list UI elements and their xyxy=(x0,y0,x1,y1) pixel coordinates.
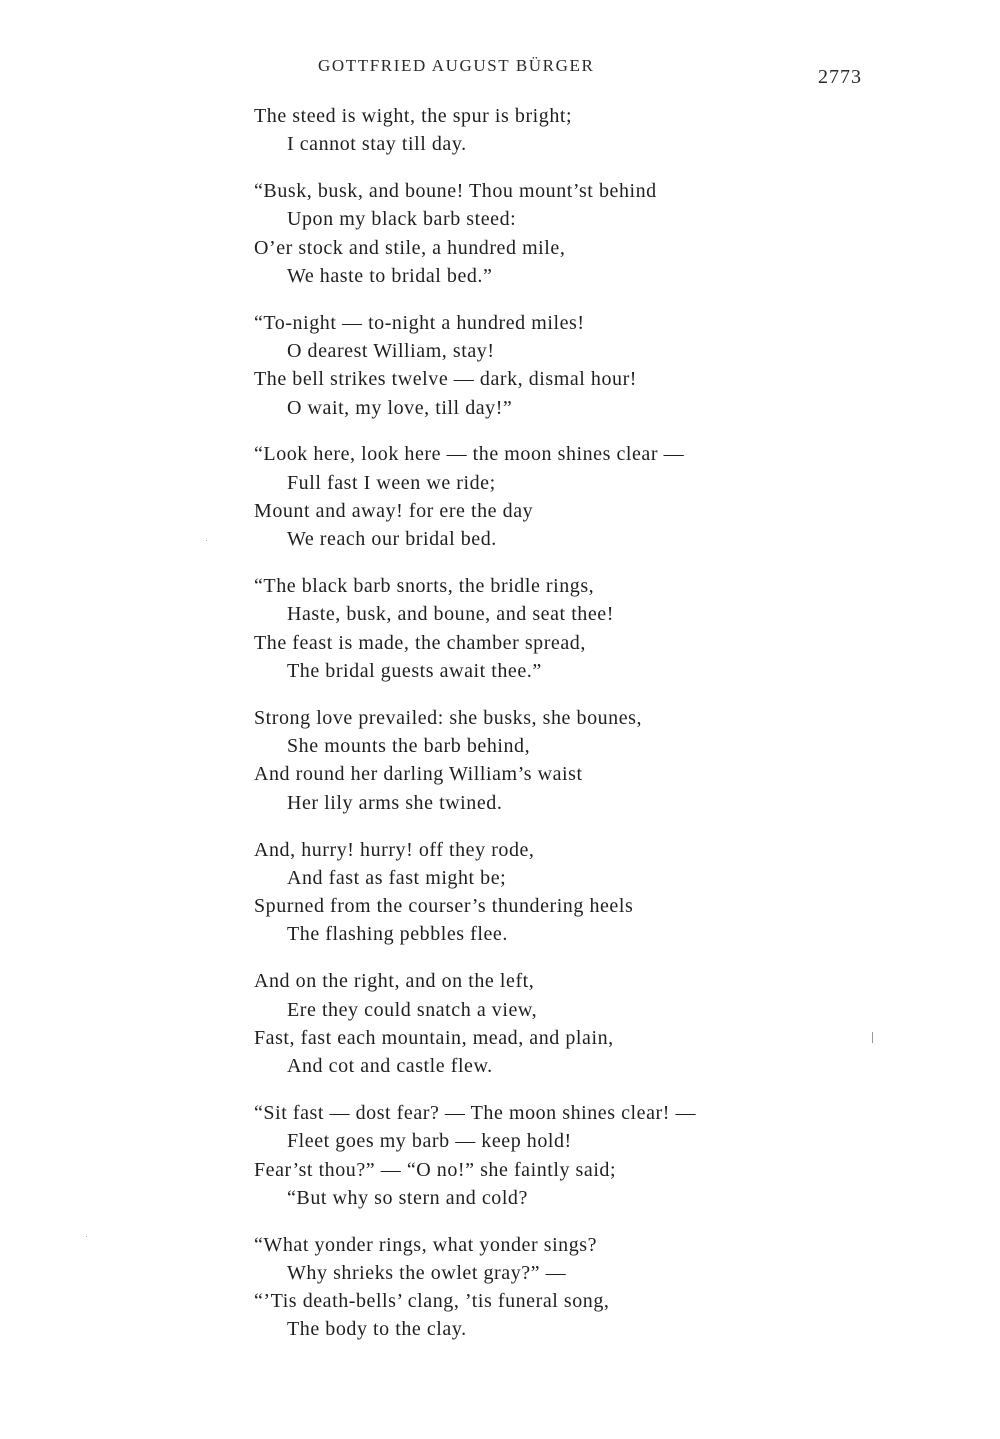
poem-line: And on the right, and on the left, xyxy=(254,970,535,993)
poem-line: The feast is made, the chamber spread, xyxy=(254,631,586,654)
poem-line: Fleet goes my barb — keep hold! xyxy=(287,1130,572,1153)
poem-line: “Sit fast — dost fear? — The moon shines clear! — xyxy=(254,1101,697,1124)
poem-line: O wait, my love, till day!” xyxy=(287,396,513,419)
stanza xyxy=(254,102,696,159)
poem-line: We haste to bridal bed.” xyxy=(287,264,493,287)
poem-line: The body to the clay. xyxy=(287,1318,467,1341)
stanza xyxy=(254,440,696,553)
poem-line: Mount and away! for ere the day xyxy=(254,500,534,523)
poem-line: O dearest William, stay! xyxy=(287,340,495,363)
stanza xyxy=(254,177,696,290)
scan-speck xyxy=(206,540,207,541)
poem-line: The bridal guests await thee.” xyxy=(287,660,542,683)
poem-line: The steed is wight, the spur is bright; xyxy=(254,105,573,127)
poem-line: Her lily arms she twined. xyxy=(287,791,503,814)
poem-line: Strong love prevailed: she busks, she bounes, xyxy=(254,706,643,729)
poem-line: “The black barb snorts, the bridle rings, xyxy=(254,575,595,598)
stanza xyxy=(254,572,696,685)
poem-line: “But why so stern and cold? xyxy=(287,1186,528,1209)
stanza xyxy=(254,1231,696,1344)
poem-line: Full fast I ween we ride; xyxy=(287,471,496,494)
poem-line: I cannot stay till day. xyxy=(287,133,467,156)
poem-line: Upon my black barb steed: xyxy=(287,208,517,231)
poem-line: Ere they could snatch a view, xyxy=(287,998,538,1021)
poem-line: We reach our bridal bed. xyxy=(287,528,497,551)
poem-line: O’er stock and stile, a hundred mile, xyxy=(254,236,566,259)
poem-line: “’Tis death-bells’ clang, ’tis funeral song, xyxy=(254,1290,610,1313)
stanza xyxy=(254,704,696,817)
poem-line: Haste, busk, and boune, and seat thee! xyxy=(287,603,614,626)
poem-line: And cot and castle flew. xyxy=(287,1055,493,1078)
poem-line: Fear’st thou?” — “O no!” she faintly said; xyxy=(254,1158,617,1181)
stanza xyxy=(254,967,696,1080)
stanza xyxy=(254,1099,696,1212)
running-head: GOTTFRIED AUGUST BÜRGER xyxy=(318,56,595,75)
poem-line: Spurned from the courser’s thundering heels xyxy=(254,895,634,918)
poem xyxy=(254,102,696,1362)
poem-line: And fast as fast might be; xyxy=(287,866,507,889)
poem-line: Why shrieks the owlet gray?” — xyxy=(287,1261,567,1284)
poem-line: She mounts the barb behind, xyxy=(287,735,531,758)
poem-line: “Look here, look here — the moon shines clear — xyxy=(254,443,685,466)
page-number: 2773 xyxy=(818,66,862,88)
poem-line: “To-night — to-night a hundred miles! xyxy=(254,311,585,334)
stanza xyxy=(254,836,696,949)
scan-speck xyxy=(86,1236,87,1237)
poem-line: “What yonder rings, what yonder sings? xyxy=(254,1233,598,1256)
poem-line: The bell strikes twelve — dark, dismal hour! xyxy=(254,368,637,391)
poem-line: Fast, fast each mountain, mead, and plain, xyxy=(254,1026,614,1049)
poem-line: The flashing pebbles flee. xyxy=(287,923,508,946)
poem-line: “Busk, busk, and boune! Thou mount’st behind xyxy=(254,180,657,203)
scan-speck xyxy=(872,1032,873,1043)
stanza xyxy=(254,309,696,422)
poem-line: And, hurry! hurry! off they rode, xyxy=(254,838,535,861)
poem-line: And round her darling William’s waist xyxy=(254,763,583,786)
